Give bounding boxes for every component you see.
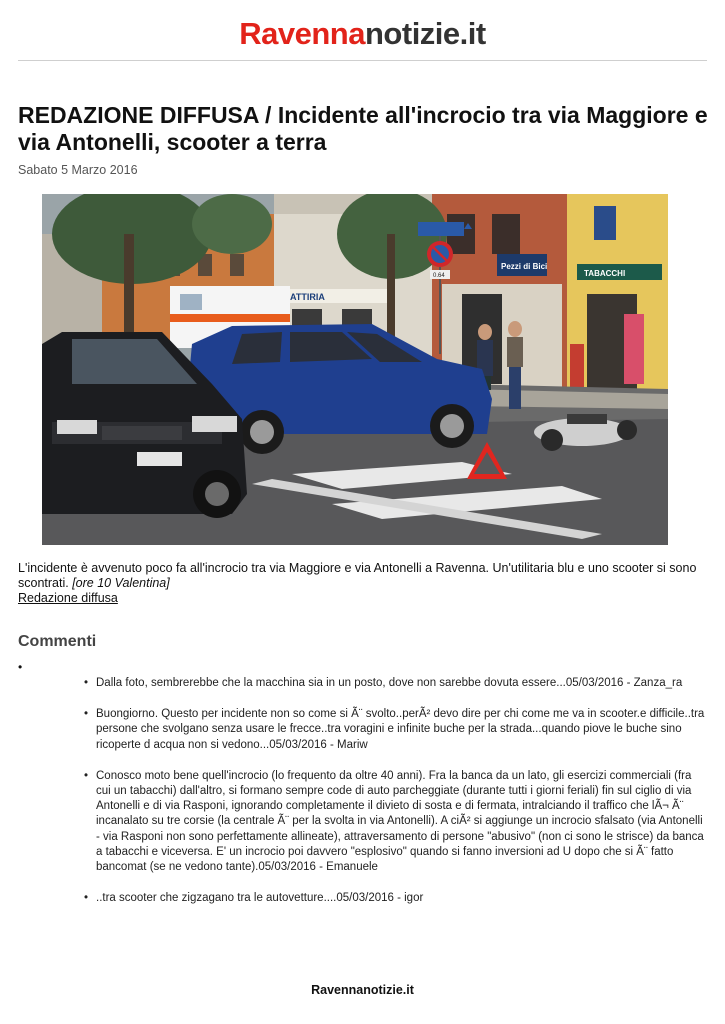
caption-text: L'incidente è avvenuto poco fa all'incrocio tra via Maggiore e via Antonelli a Ravenna. Un'utilitaria blu e uno scooter si sono scontrati.: [18, 561, 697, 590]
comment-item: • Dalla foto, sembrerebbe che la macchina sia in un posto, dove non sarebbe dovuta essere...05/03/2016 - Zanza_ra: [84, 676, 709, 691]
logo-part-notizie: notizie.it: [365, 16, 486, 51]
site-logo[interactable]: [0, 14, 725, 54]
logo-part-ravenna: Ravenna: [239, 16, 365, 51]
site-header: [0, 0, 725, 62]
page-footer: Ravennanotizie.it: [311, 983, 414, 997]
header-divider: [18, 60, 707, 61]
shop-sign-left: ATTIRIA: [290, 292, 325, 302]
article-title: REDAZIONE DIFFUSA / Incidente all'incrocio tra via Maggiore e via Antonelli, scooter a terra: [18, 102, 708, 155]
comment-item: • ..tra scooter che zigzagano tra le autovetture....05/03/2016 - igor: [84, 891, 709, 906]
caption-credit: [ore 10 Valentina]: [72, 576, 170, 590]
comments-list: [84, 676, 709, 922]
sign-plate-number: 0.64: [433, 273, 445, 279]
comments-heading: Commenti: [18, 633, 97, 650]
section-link-redazione-diffusa[interactable]: Redazione diffusa: [18, 591, 118, 605]
article-date: Sabato 5 Marzo 2016: [18, 163, 138, 177]
shop-sign-bici: Pezzi di Bici: [501, 262, 548, 271]
comments-outer-bullet: •: [18, 660, 23, 674]
photo-caption: [18, 561, 708, 591]
comment-item: • Buongiorno. Questo per incidente non so come si Ã¨ svolto..perÃ² devo dire per chi come me va in scooter.e difficile..tra persone che svolgano senza usare le frecce..tra voragini e infinite buche per la strada...quando piove le buche sino ricoperte d acqua non si vedono...05/03/2016 - Mariw: [84, 707, 709, 753]
comment-item: • Conosco moto bene quell'incrocio (lo frequento da oltre 40 anni). Fra la banca da un lato, gli esercizi commerciali (fra cui un tabacchi) dall'altro, si formano sempre code di auto parcheggiate (durante tutti i giorni feriali) fin sul ciglio di via Antonelli e di via Rasponi, ignorando completamente il divieto di sosta e di fermata, intralciando il traffico che lÃ¬ Ã¨ incanalato su tre corsie (la centrale Ã¨ per la svolta in via Antonelli). A ciÃ² si aggiunge un incrocio sfalsato (via Antonelli - via Rasponi non sono perfettamente allineate), attraversamento di persone "abusivo" (non ci sono le strisce) da banca a tabacchi e viceversa. E' un incrocio poi davvero "esplosivo" quando si fanno inversioni ad U dopo che si Ã¨ fatto bancomat (se ne vedono tante).05/03/2016 - Emanuele: [84, 769, 709, 875]
article-photo: [42, 194, 668, 545]
shop-sign-tabacchi: TABACCHI: [584, 269, 626, 278]
